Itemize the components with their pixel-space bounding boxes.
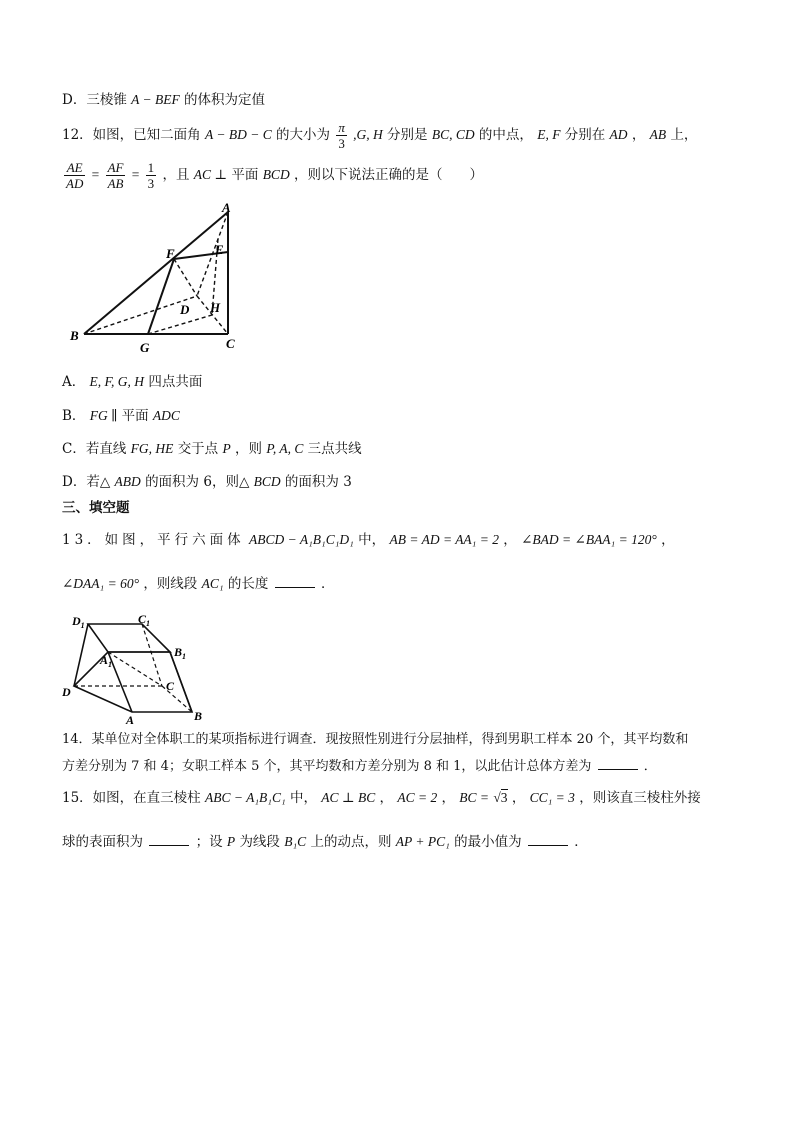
q15-stem-line1: 15．如图，在直三棱柱 ABC − A₁B₁C₁ 中， AC ⊥ BC ， AC = 2 ， BC = √3 ， CC₁ = 3 ，则该直三棱柱外接 — [62, 790, 701, 806]
label-d: D — [180, 302, 190, 317]
q15-stem-line2: 球的表面积为 ；设 P 为线段 B₁C 上的动点，则 AP + PC₁ 的最小值为 ． — [62, 834, 588, 850]
q12-stem-line2: $\frac{AE}{AD}$ = $\frac{AF}{AB}$ = $\frac{1}{3}$ ，且 AC ⊥ 平面 BCD ，则以下说法正确的是（ ） — [66, 160, 483, 191]
q15-answer-blank-2[interactable] — [528, 832, 568, 846]
label-a1: $A_1$ — [100, 653, 113, 669]
diag-a1c — [108, 652, 162, 686]
q13-stem-line2: ∠DAA₁ = 60° ，则线段 AC₁ 的长度 ． — [62, 576, 335, 592]
q11-option-d: D．三棱锥 A − BEF 的体积为定值 — [62, 92, 266, 108]
sqrt-sign: √ — [493, 790, 501, 805]
edge-gh — [148, 315, 212, 334]
label-a: A — [222, 200, 231, 215]
q13-answer-blank[interactable] — [275, 574, 315, 588]
label-a: A — [126, 713, 135, 726]
q12-option-d: D．若△ ABD 的面积为 6，则△ BCD 的面积为 3 — [62, 474, 352, 490]
q12-angle-fraction: $\frac{\pi}{3}$ — [338, 120, 345, 151]
label-d1: $D_1$ — [72, 614, 85, 630]
q15-answer-blank-1[interactable] — [149, 832, 189, 846]
label-b: B — [194, 709, 203, 723]
edge-fg — [148, 259, 174, 334]
label-h: H — [210, 300, 221, 315]
q12-option-b: B． FG ∥ 平面 ADC — [62, 408, 180, 424]
q12-tetrahedron-figure — [62, 198, 262, 356]
q12-ratio-value: $\frac{1}{3}$ — [147, 160, 155, 191]
label-d: D — [62, 685, 71, 699]
edge-d1d — [74, 624, 88, 686]
label-g: G — [140, 340, 150, 355]
label-c1: $C_1$ — [138, 612, 151, 628]
q12-option-a: A． E, F, G, H 四点共面 — [62, 374, 203, 390]
label-e: E — [215, 242, 224, 257]
label-b: B — [70, 328, 79, 343]
q14-stem-line1: 14．某单位对全体职工的某项指标进行调查．现按照性别进行分层抽样，得到男职工样本 20 个，其平均数和 — [62, 732, 689, 747]
q12-ratio-ae-ad: $\frac{AE}{AD}$ — [66, 160, 84, 191]
q14-stem-line2: 方差分别为 7 和 4；女职工样本 5 个，其平均数和方差分别为 8 和 1，以此估计总体方差为 ． — [62, 756, 657, 777]
q13-parallelepiped-figure — [62, 612, 222, 726]
label-f: F — [166, 246, 175, 261]
q12-stem-line1: 12．如图，已知二面角 A − BD − C 的大小为 $\frac{\pi}{3}$ ,G, H 分别是 BC, CD 的中点， E, F 分别在 AD ， AB 上， — [62, 120, 698, 151]
label-c: C — [226, 336, 235, 351]
edge-fd — [174, 259, 197, 296]
face-outline-front — [74, 652, 192, 712]
face-top — [88, 624, 170, 652]
label-c: C — [166, 679, 175, 693]
q13-stem-line1: 13．如图，平行六面体 ABCD − A₁B₁C₁D₁ 中， AB = AD = AA₁ = 2 ， ∠BAD = ∠BAA₁ = 120° ， — [62, 532, 675, 548]
q12-ratio-af-ab: $\frac{AF}{AB}$ — [107, 160, 124, 191]
q12-option-c: C．若直线 FG, HE 交于点 P ，则 P, A, C 三点共线 — [62, 441, 362, 457]
q11-option-d-expr: A − BEF — [131, 92, 180, 107]
edge-ba — [84, 212, 228, 334]
section-fill-in-blank-title: 三、填空题 — [62, 500, 130, 516]
label-b1: $B_1$ — [174, 645, 187, 661]
q14-answer-blank[interactable] — [598, 756, 638, 770]
